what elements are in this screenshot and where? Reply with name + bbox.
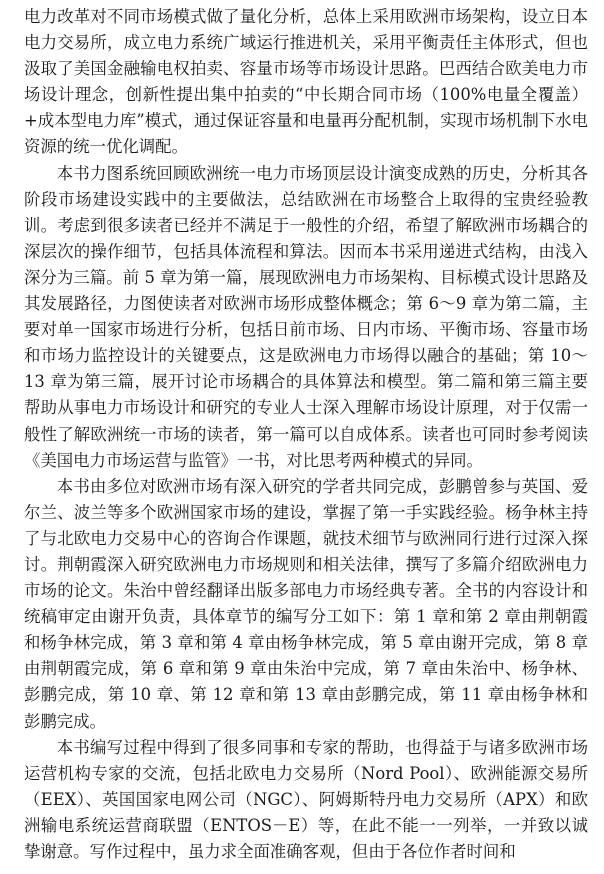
paragraph-market-reform: 电力改革对不同市场模式做了量化分析，总体上采用欧洲市场架构，设立日本电力交易所，成立电力系统广域运行推进机关，采用平衡责任主体形式，但也汲取了美国金融输电权拍卖、容量市场等市场设计思路。巴西结合欧美电力市场设计理念，创新性提出集中拍卖的“中长期合同市场（100%电量全覆盖）+成本型电力库”模式，通过保证容量和电量再分配机制，实现市场机制下水电资源的统一优化调配。: [24, 7, 588, 157]
paragraph-authors: 本书由多位对欧洲市场有深入研究的学者共同完成，彭鹏曾参与英国、爱尔兰、波兰等多个欧洲国家市场的建设，掌握了第一手实践经验。杨争林主持了与北欧电力交易中心的咨询合作课题，就技术细节与欧洲同行进行过深入探讨。荆朝霞深入研究欧洲电力市场规则和相关法律，撰写了多篇介绍欧洲电力市场的论文。朱治中曾经翻译出版多部电力市场经典专著。全书的内容设计和统稿审定由谢开负责，具体章节的编写分工如下：第 1 章和第 2 章由荆朝霞和杨争林完成，第 3 章和第 4 章由杨争林完成，第 5 章由谢开完成，第 8 章由荆朝霞完成，第 6 章和第 9 章由朱治中完成，第 7 章由朱治中、杨争林、彭鹏完成，第 10 章、第 12 章和第 13 章由彭鹏完成，第 11 章由杨争林和彭鹏完成。: [24, 476, 588, 731]
paragraph-book-structure: 本书力图系统回顾欧洲统一电力市场顶层设计演变成熟的历史，分析其各阶段市场建设实践中的主要做法，总结欧洲在市场整合上取得的宝贵经验教训。考虑到很多读者已经并不满足于一般性的介绍，希望了解欧洲市场耦合的深层次的操作细节，包括具体流程和算法。因而本书采用递进式结构，由浅入深分为三篇。前 5 章为第一篇，展现欧洲电力市场架构、目标模式设计思路及其发展路径，力图使读者对欧洲市场形成整体概念；第 6～9 章为第二篇，主要对单一国家市场进行分析，包括日前市场、日内市场、平衡市场、容量市场和市场力监控设计的关键要点，这是欧洲电力市场得以融合的基础；第 10～13 章为第三篇，展开讨论市场耦合的具体算法和模型。第二篇和第三篇主要帮助从事电力市场设计和研究的专业人士深入理解市场设计原理，对于仅需一般性了解欧洲统一市场的读者，第一篇可以自成体系。读者也可同时参考阅读《美国电力市场运营与监管》一书，对比思考两种模式的异同。: [24, 163, 588, 470]
paragraph-acknowledgements: 本书编写过程中得到了很多同事和专家的帮助，也得益于与诸多欧洲市场运营机构专家的交流，包括北欧电力交易所（Nord Pool）、欧洲能源交易所（EEX）、英国国家电网公司（NGC）、阿姆斯特丹电力交易所（APX）和欧洲输电系统运营商联盟（ENTOS－E）等，在此不能一一列举，一并致以诚挚谢意。写作过程中，虽力求全面准确客观，但由于各位作者时间和: [24, 737, 588, 861]
